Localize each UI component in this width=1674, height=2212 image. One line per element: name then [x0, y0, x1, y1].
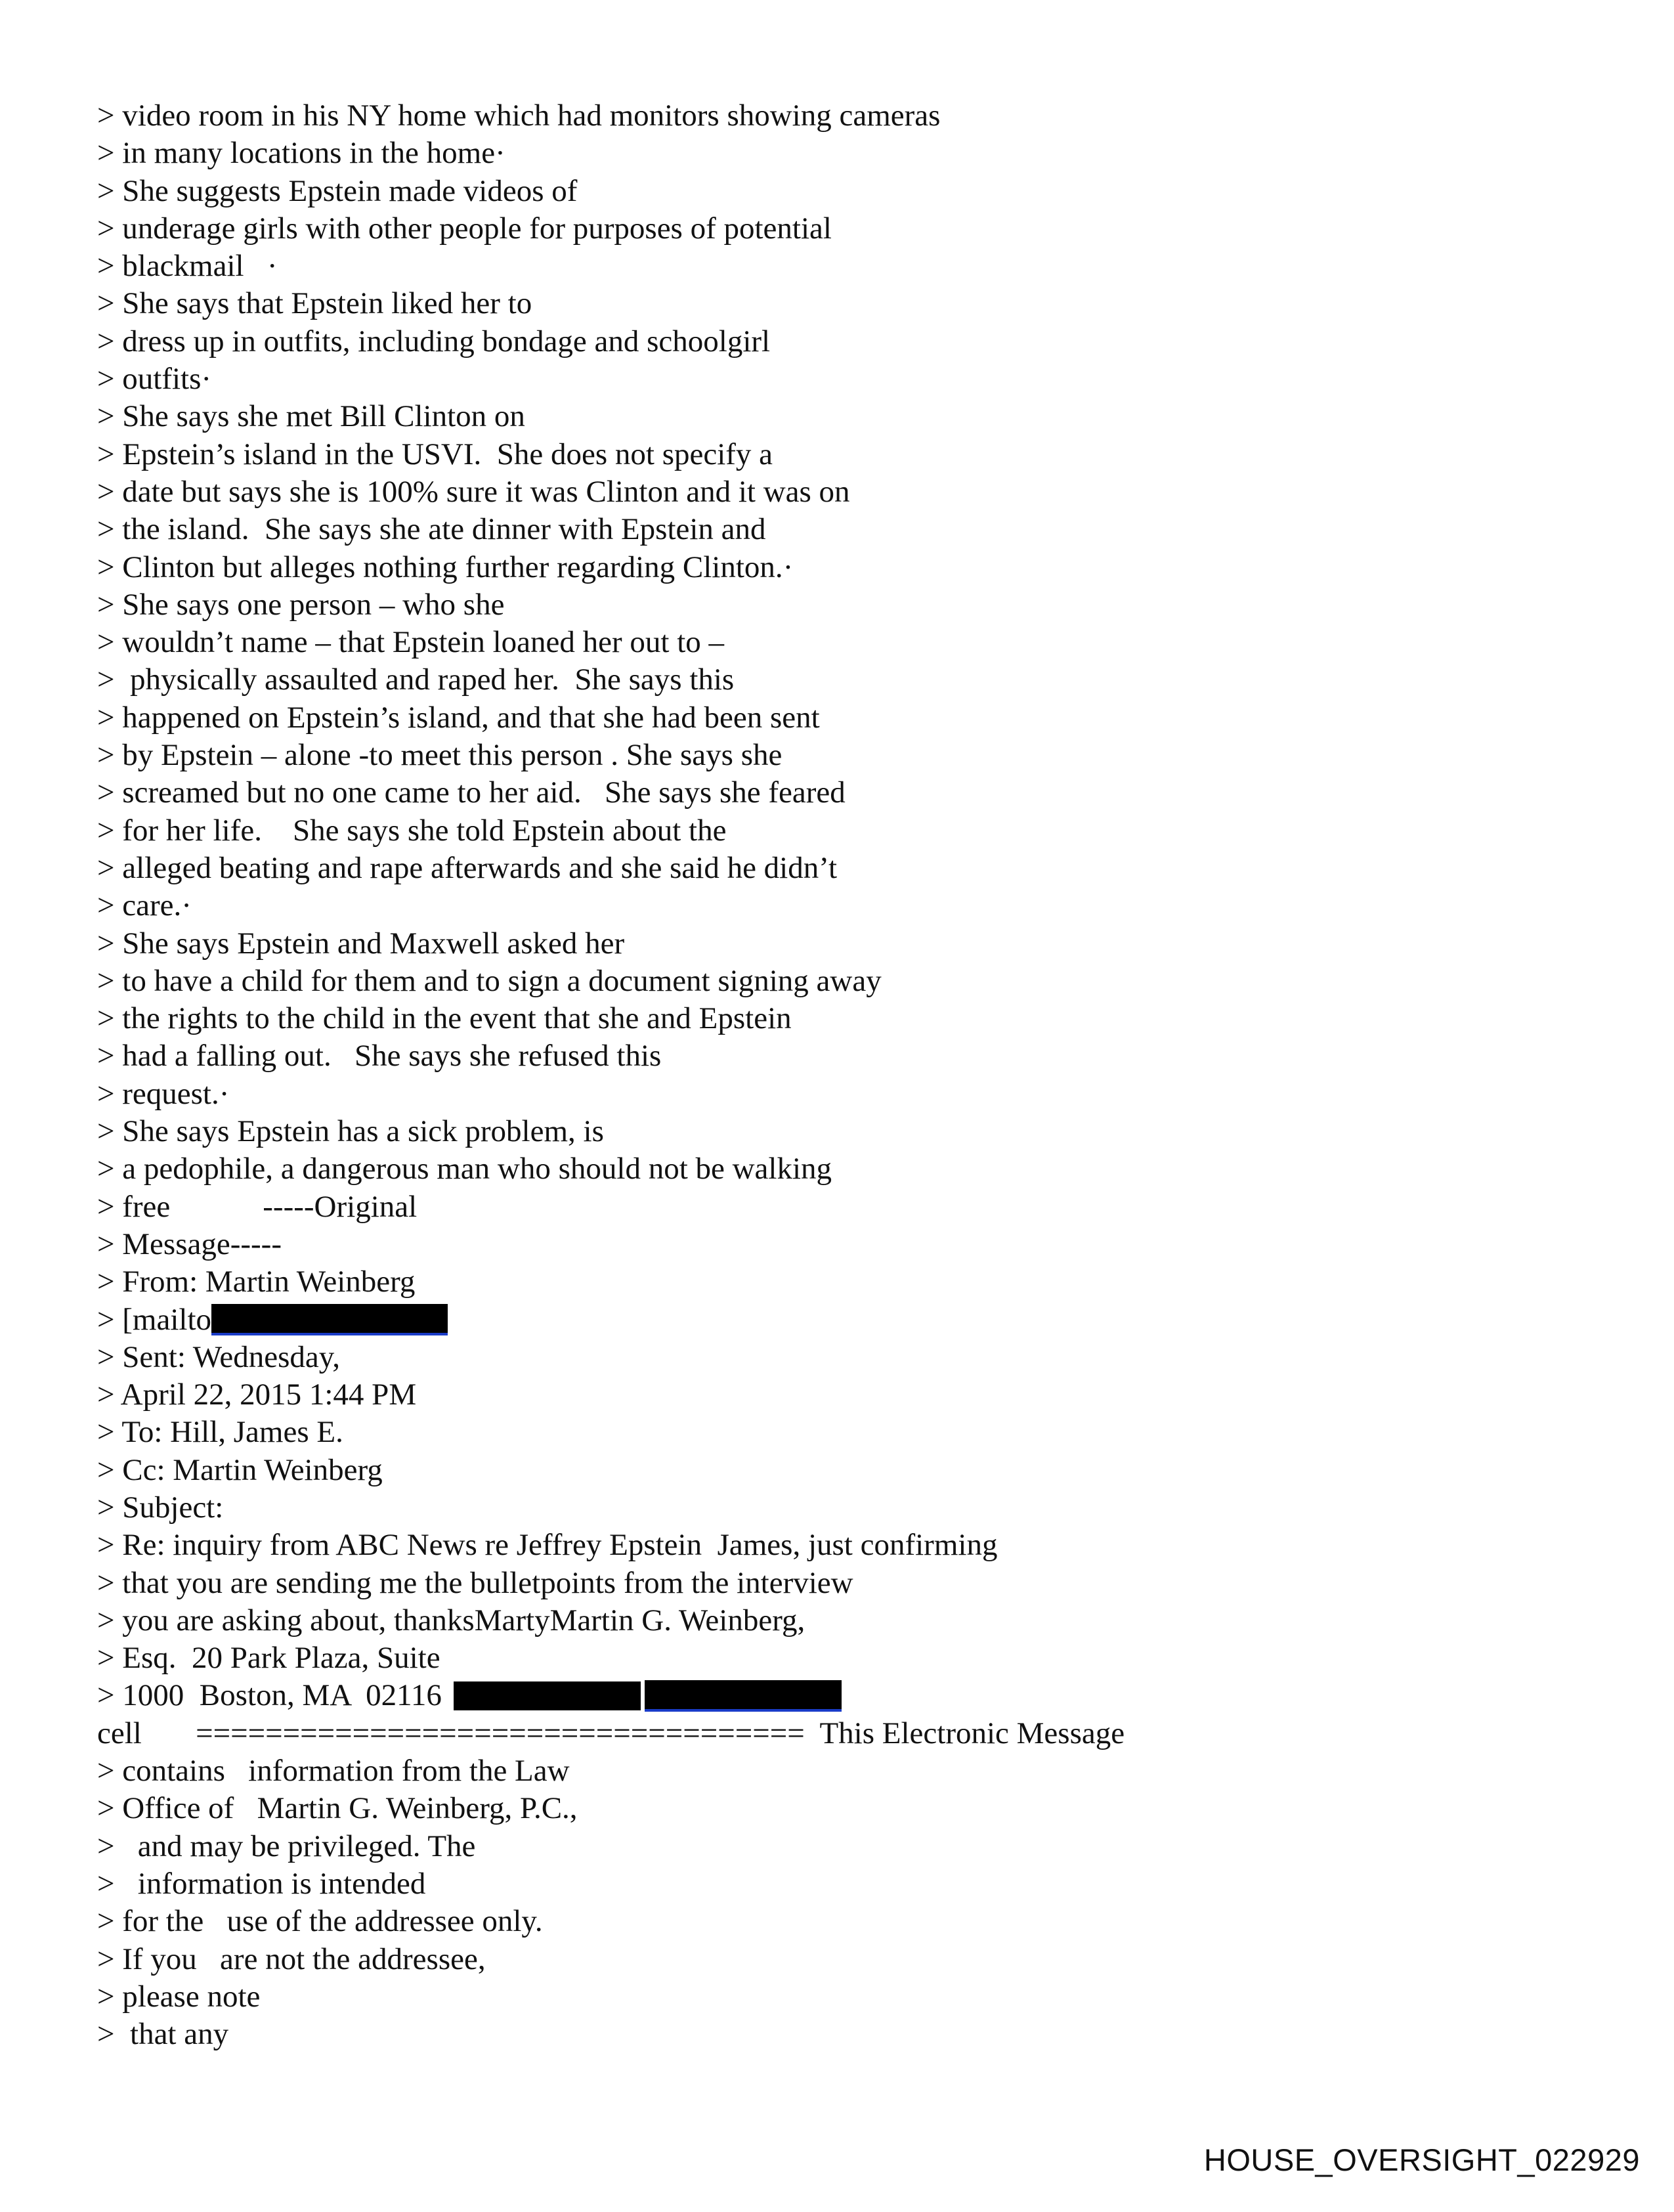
mailto-line: [97, 1301, 1541, 1339]
text-line: > Office of Martin G. Weinberg, P.C.,: [97, 1791, 578, 1826]
text-line: > She suggests Epstein made videos of: [97, 173, 578, 208]
text-line: > blackmail ·: [97, 249, 278, 284]
text-line: > Re: inquiry from ABC News re Jeffrey Epstein James, just confirming: [97, 1528, 998, 1563]
address-line: [97, 1677, 1541, 1714]
text-line: > April 22, 2015 1:44 PM: [97, 1377, 417, 1412]
text-line: > contains information from the Law: [97, 1754, 570, 1789]
text-line: > happened on Epstein’s island, and that she had been sent: [97, 700, 820, 735]
text-line: > dress up in outfits, including bondage and schoolgirl: [97, 324, 771, 358]
email-body: [97, 97, 1541, 2053]
address-text: > 1000 Boston, MA 02116: [97, 1678, 442, 1713]
text-line: > physically assaulted and raped her. She says this: [97, 662, 735, 697]
text-line: > video room in his NY home which had monitors showing cameras: [97, 98, 941, 133]
text-line: > She says Epstein and Maxwell asked her: [97, 926, 625, 961]
text-line: > She says she met Bill Clinton on: [97, 399, 525, 434]
text-line: > information is intended: [97, 1866, 426, 1901]
text-line: > underage girls with other people for purposes of potential: [97, 211, 832, 246]
text-line: > alleged beating and rape afterwards and she said he didn’t: [97, 850, 838, 885]
text-line: > Sent: Wednesday,: [97, 1339, 340, 1374]
text-line: > If you are not the addressee,: [97, 1941, 486, 1976]
text-line: > screamed but no one came to her aid. She says she feared: [97, 775, 846, 810]
redacted-email-link: [211, 1304, 448, 1335]
text-line: > Subject:: [97, 1490, 224, 1525]
text-line: > care.·: [97, 888, 192, 923]
text-line: > the rights to the child in the event that she and Epstein: [97, 1001, 792, 1036]
bates-number: HOUSE_OVERSIGHT_022929: [1203, 2142, 1640, 2177]
text-line: > for the use of the addressee only.: [97, 1904, 543, 1939]
text-line: > Cc: Martin Weinberg: [97, 1452, 383, 1487]
text-line: > free -----Original: [97, 1189, 418, 1224]
text-line: > to have a child for them and to sign a document signing away: [97, 963, 882, 998]
mailto-prefix: > [mailto: [97, 1302, 212, 1337]
text-line: > She says that Epstein liked her to: [97, 286, 532, 321]
text-line: > that any: [97, 2017, 229, 2052]
text-line: > outfits·: [97, 362, 212, 397]
redacted-link: [645, 1680, 842, 1712]
text-line: > you are asking about, thanksMartyMartin G. Weinberg,: [97, 1603, 805, 1637]
text-line: > From: Martin Weinberg: [97, 1265, 416, 1299]
redacted-phone: [454, 1681, 641, 1710]
cell-line: cell =================================== This Electronic Message: [97, 1716, 1125, 1750]
text-line: > and may be privileged. The: [97, 1829, 476, 1863]
text-line: > that you are sending me the bulletpoints from the interview: [97, 1565, 853, 1600]
text-line: > Message-----: [97, 1226, 282, 1261]
text-line: > the island. She says she ate dinner with Epstein and: [97, 512, 766, 547]
text-line: > a pedophile, a dangerous man who should not be walking: [97, 1152, 832, 1186]
text-line: > wouldn’t name – that Epstein loaned her out to –: [97, 625, 725, 660]
text-line: > date but says she is 100% sure it was Clinton and it was on: [97, 474, 850, 509]
text-line: > Esq. 20 Park Plaza, Suite: [97, 1641, 440, 1676]
text-line: > To: Hill, James E.: [97, 1415, 343, 1450]
text-line: > please note: [97, 1979, 261, 2014]
text-line: > Clinton but alleges nothing further regarding Clinton.·: [97, 550, 794, 584]
text-line: > by Epstein – alone -to meet this person . She says she: [97, 738, 783, 773]
text-line: > Epstein’s island in the USVI. She does not specify a: [97, 437, 773, 471]
text-line: > She says one person – who she: [97, 587, 505, 622]
text-line: > She says Epstein has a sick problem, is: [97, 1114, 604, 1149]
text-line: > request.·: [97, 1076, 230, 1111]
text-line: > in many locations in the home·: [97, 136, 505, 171]
text-line: > for her life. She says she told Epstein about the: [97, 813, 727, 848]
text-line: > had a falling out. She says she refused this: [97, 1039, 662, 1073]
